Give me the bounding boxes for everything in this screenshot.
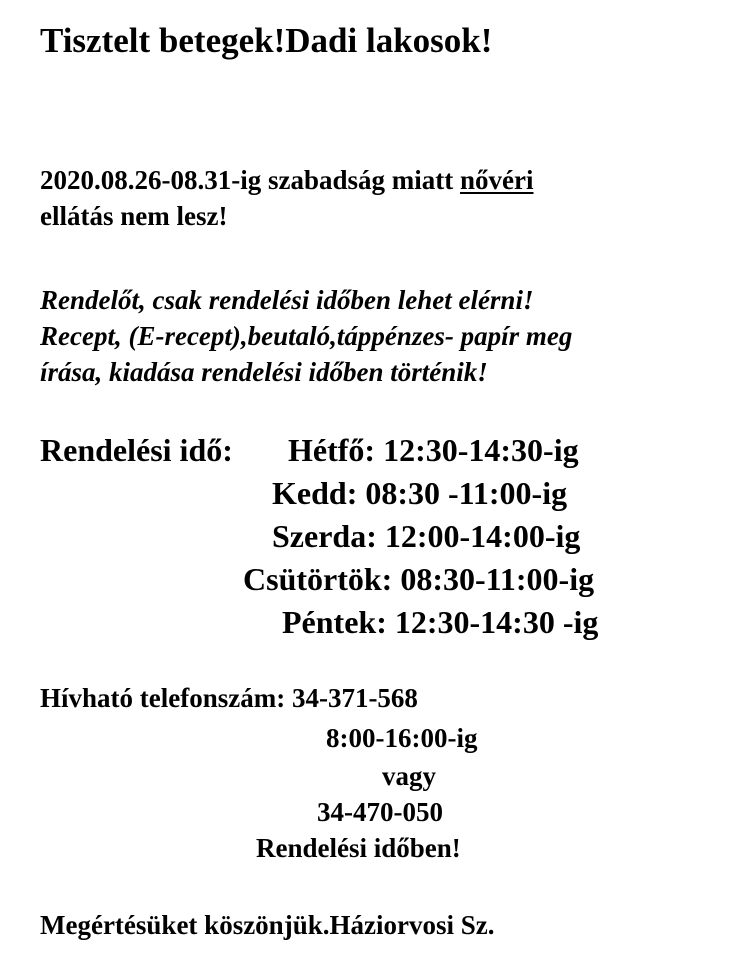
info-line-3: írása, kiadása rendelési időben történik!	[40, 357, 488, 387]
hours-label: Rendelési idő:	[40, 432, 233, 468]
hours-wednesday: Szerda: 12:00-14:00-ig	[272, 518, 581, 554]
hours-friday: Péntek: 12:30-14:30 -ig	[282, 604, 599, 640]
hours-thursday: Csütörtök: 08:30-11:00-ig	[243, 561, 595, 597]
info-line-1: Rendelőt, csak rendelési időben lehet elérni!	[40, 285, 534, 315]
contact-alt-phone: 34-470-050	[317, 797, 443, 827]
closing-line: Megértésüket köszönjük.Háziorvosi Sz.	[40, 910, 495, 940]
notice-text: 2020.08.26-08.31-ig szabadság miatt	[40, 165, 460, 195]
page-title: Tisztelt betegek!Dadi lakosok!	[40, 21, 493, 60]
hours-tuesday: Kedd: 08:30 -11:00-ig	[272, 475, 568, 511]
contact-alt-note: Rendelési időben!	[256, 833, 461, 863]
notice-line-1	[40, 165, 534, 196]
notice-line-2: ellátás nem lesz!	[40, 201, 228, 231]
contact-hours: 8:00-16:00-ig	[326, 723, 478, 753]
contact-or: vagy	[382, 761, 436, 791]
notice-underlined-word: nővéri	[460, 165, 534, 195]
hours-monday: Hétfő: 12:30-14:30-ig	[288, 432, 579, 468]
contact-phone: Hívható telefonszám: 34-371-568	[40, 683, 418, 713]
info-line-2: Recept, (E-recept),beutaló,táppénzes- papír meg	[40, 321, 573, 351]
